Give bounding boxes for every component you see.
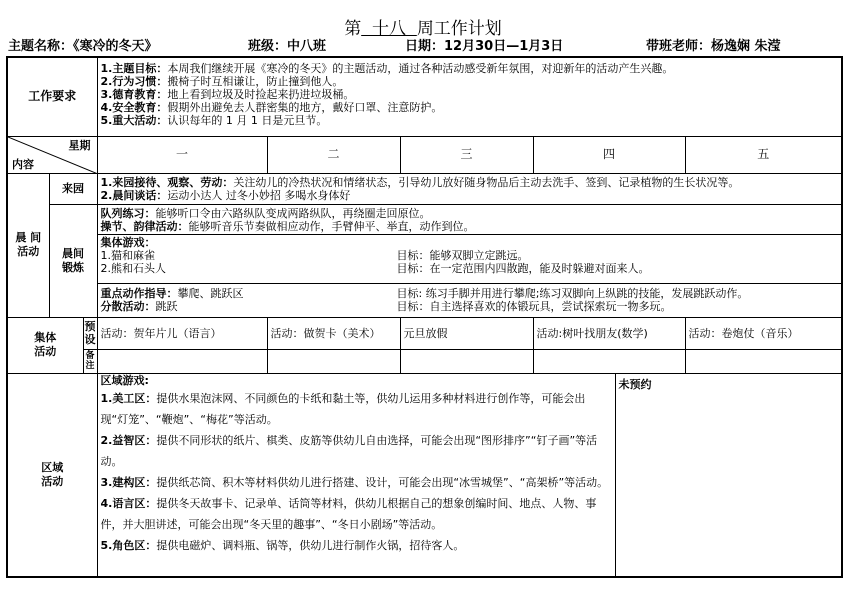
region-activity-content: [97, 373, 615, 577]
arrival-content: 1.来园接待、观察、劳动：关注幼儿的冷热状况和情绪状态，引导幼儿放好随身物品后主动去洗手、签到、记录植物的生长状况等。 2.晨间谈话：运动小达人 过冬小妙招 多喝水身体好: [97, 173, 842, 204]
region-title: 区域游戏:: [100, 373, 149, 387]
note-day-3: [400, 349, 533, 373]
requirement-item: 2.行为习惯：搬椅子时互相谦让，防止撞到他人。: [100, 75, 344, 88]
title-suffix: 周工作计划: [416, 19, 502, 39]
preset-label: 预 设: [83, 317, 97, 349]
theme-label: 主题名称：: [8, 39, 74, 54]
plan-table: [6, 56, 843, 578]
date-label: 日期：: [405, 39, 445, 54]
exercise-games-row: [7, 234, 842, 283]
day-header-5: 五: [685, 136, 842, 173]
region-item: 5.角色区：提供电磁炉、调料瓶、锅等，供幼儿进行制作火锅，招待客人。: [100, 538, 465, 552]
date-info: [405, 35, 563, 53]
region-item: 1.美工区：提供水果泡沫网、不同颜色的卡纸和黏土等，供幼儿运用多种材料进行创作等，可能会出现“灯笼”、“鞭炮”、“梅花”等活动。: [100, 391, 586, 426]
requirement-item: 5.重大活动：认识每年的 1 月 1 日是元旦节。: [100, 114, 328, 127]
requirement-item: 3.德育教育：地上看到垃圾及时捡起来扔进垃圾桶。: [100, 88, 355, 101]
work-requirements-content: [97, 57, 842, 136]
drill-content: 队列练习：能够听口令由六路纵队变成两路纵队，再绕圈走回原位。 操节、韵律活动：能够听音乐节奏做相应动作，手臂伸平、举直，动作到位。: [97, 204, 842, 234]
teacher-label: 带班老师：: [646, 39, 712, 54]
requirement-item: 1.主题目标：本周我们继续开展《寒冷的冬天》的主题活动，通过各种活动感受新年氛围，对迎新年的活动产生兴趣。: [100, 62, 674, 75]
game-item: 2.熊和石头人 目标：在一定范围内四散跑，能及时躲避对面来人。: [100, 261, 650, 275]
corner-weekday-label: 星期: [68, 138, 91, 152]
morning-exercise-label: 晨间 锻炼: [49, 204, 97, 317]
region-item: 4.语言区：提供冬天故事卡、记录单、话筒等材料，供幼儿根据自己的想象创编时间、地点、人物、事件，并大胆讲述，可能会出现“冬天里的趣事”、“冬日小剧场”等活动。: [100, 496, 597, 531]
reservation-cell: 未预约: [615, 373, 842, 577]
requirement-item: 4.安全教育：假期外出避免去人群密集的地方，戴好口罩、注意防护。: [100, 101, 443, 114]
exercise-focus-row: [7, 283, 842, 317]
group-activity-preset-row: [7, 317, 842, 349]
date-value: 12月30日—1月3日: [444, 39, 564, 54]
class-info: [248, 35, 326, 53]
activity-day-4: 活动:树叶找朋友(数学): [533, 317, 685, 349]
note-day-2: [267, 349, 400, 373]
weekday-header-row: [7, 136, 842, 173]
teacher-value: 杨逸娴 朱滢: [711, 39, 781, 54]
day-header-3: 三: [400, 136, 533, 173]
group-activity-label: 集体 活动: [7, 317, 83, 373]
day-header-1: 一: [97, 136, 267, 173]
teacher-info: [646, 35, 781, 53]
exercise-drill-row: [7, 204, 842, 234]
group-activity-note-row: [7, 349, 842, 373]
collective-games-content: 集体游戏： 1.猫和麻雀 目标：能够双脚立定跳远。 2.熊和石头人 目标：在一定范围内四散跑，能及时躲避对面来人。: [97, 234, 842, 283]
activity-day-2: 活动：做贺卡（美术）: [267, 317, 400, 349]
title-prefix: 第: [344, 19, 362, 39]
region-item: 3.建构区：提供纸芯筒、积木等材料供幼儿进行搭建、设计，可能会出现“冰雪城堡”、“高架桥”等活动。: [100, 475, 609, 489]
game-item: 1.猫和麻雀 目标：能够双脚立定跳远。: [100, 248, 529, 262]
morning-activity-label: 晨 间 活动: [7, 173, 49, 317]
region-activity-row: [7, 373, 842, 577]
note-day-1: [97, 349, 267, 373]
corner-content-label: 内容: [12, 157, 34, 171]
class-value: 中八班: [287, 39, 327, 54]
activity-day-5: 活动：卷炮仗（音乐）: [685, 317, 842, 349]
arrival-row: [7, 173, 842, 204]
region-activity-label: 区域 活动: [7, 373, 97, 577]
theme-info: [8, 35, 158, 53]
focus-content: 重点动作指导：攀爬、跳跃区 目标: 练习手脚并用进行攀爬;练习双脚向上纵跳的技能，发展跳跃动作。 分散活动：跳跃 目标：自主选择喜欢的体锻玩具，尝试探索玩一物多玩。: [97, 283, 842, 317]
work-requirements-row: [7, 57, 842, 136]
activity-day-1: 活动：贺年片儿（语言）: [97, 317, 267, 349]
weekday-corner-cell: [7, 136, 97, 173]
day-header-4: 四: [533, 136, 685, 173]
arrival-label: 来园: [49, 173, 97, 204]
note-day-5: [685, 349, 842, 373]
region-item: 2.益智区：提供不同形状的纸片、棋类、皮筋等供幼儿自由选择，可能会出现“图形排序”“钉子画”等活动。: [100, 433, 598, 468]
class-label: 班级：: [248, 39, 288, 54]
note-label: 备 注: [83, 349, 97, 373]
theme-value: 《寒冷的冬天》: [73, 39, 158, 54]
work-requirements-label: 工作要求: [7, 57, 97, 136]
title-week-number: 十八: [372, 19, 406, 39]
activity-day-3: 元旦放假: [400, 317, 533, 349]
day-header-2: 二: [267, 136, 400, 173]
note-day-4: [533, 349, 685, 373]
